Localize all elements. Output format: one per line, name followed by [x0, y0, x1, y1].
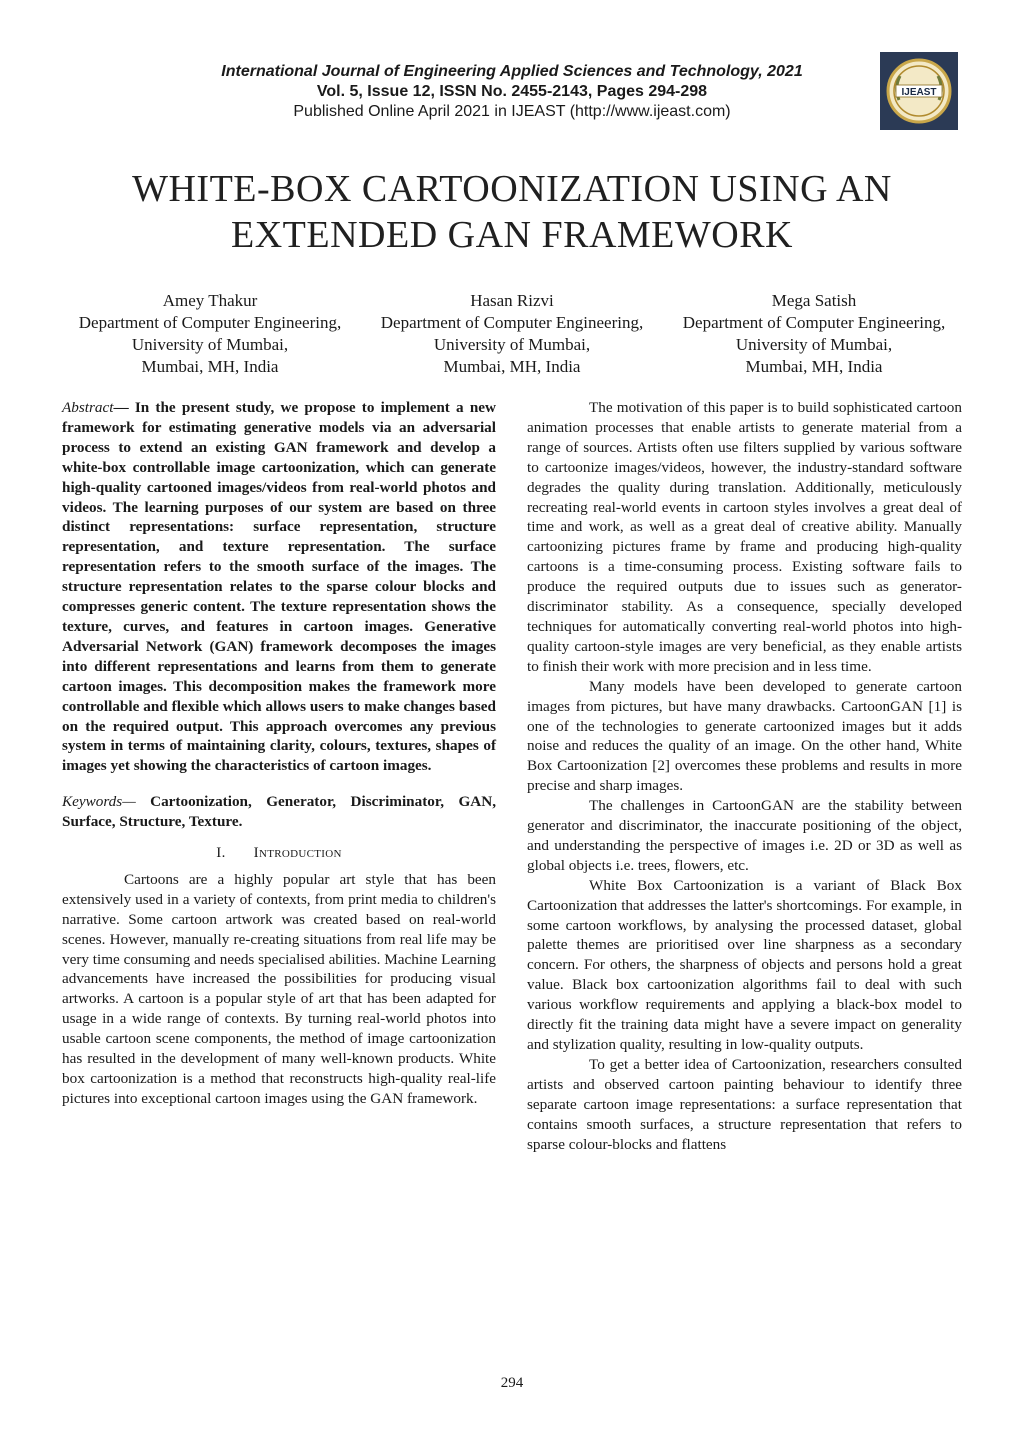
abstract-label: Abstract [62, 399, 114, 416]
journal-volume: Vol. 5, Issue 12, ISSN No. 2455-2143, Pages 294-298 [316, 83, 708, 100]
author-block [664, 290, 964, 378]
author-location: Mumbai, MH, India [141, 357, 279, 376]
author-location: Mumbai, MH, India [443, 357, 581, 376]
author-department: Department of Computer Engineering, [380, 313, 644, 332]
author-university: University of Mumbai, [433, 335, 591, 354]
author-name: Mega Satish [771, 291, 857, 310]
author-name: Amey Thakur [162, 291, 258, 310]
keywords-body: Cartoonization, Generator, Discriminator, GAN, Surface, Structure, Texture. [62, 793, 496, 831]
publication-info: Published Online April 2021 in IJEAST (http://www.ijeast.com) [293, 103, 731, 120]
paper-title [60, 166, 964, 258]
abstract-dash: — [113, 399, 135, 416]
section-title: Introduction [253, 845, 342, 862]
author-list [60, 290, 964, 378]
journal-name: International Journal of Engineering Applied Sciences and Technology, 2021 [221, 63, 803, 80]
journal-logo [880, 52, 958, 130]
body-paragraph: Many models have been developed to generate cartoon images from pictures, but have many drawbacks. CartoonGAN [1] is one of the technologies to generate cartoonized images but it adds noise and reduces the quality of an image. On the other hand, White Box Cartoonization [2] overcomes these problems and results in more precise and sharp images. [527, 677, 962, 795]
keywords-dash: — [122, 793, 151, 811]
keywords [62, 792, 496, 832]
journal-header [150, 62, 874, 122]
author-university: University of Mumbai, [735, 335, 893, 354]
author-block [362, 290, 662, 378]
body-paragraph: White Box Cartoonization is a variant of Black Box Cartoonization that addresses the latter's shortcomings. For example, in some cartoon workflows, by analysing the processed dataset, global palette themes are prioritised over line sharpness as a secondary concern. For others, the sharpness of objects and persons hold a great value. Black box cartoonization algorithms fail to deal with such various workflow requirements and applying a black-box model to directly fit the training data might have a severe impact on generality and stylization quality, resulting in low-quality outputs. [527, 876, 962, 1053]
author-department: Department of Computer Engineering, [78, 313, 342, 332]
keywords-label: Keywords [62, 793, 123, 811]
paper-title-line-2: EXTENDED GAN FRAMEWORK [231, 214, 793, 256]
abstract-body: In the present study, we propose to implement a new framework for estimating generative models via an adversarial process to extend an existing GAN framework and develop a white-box controllable image cartoonization, which can generate high-quality cartooned images/videos from real-world photos and videos. The learning purposes of our system are based on three distinct representations: surface representation, structure representation, and texture representation. The surface representation refers to the smooth surface of the images. The structure representation relates to the sparse colour blocks and compresses generic content. The texture representation shows the texture, curves, and features in cartoon images. Generative Adversarial Network (GAN) framework decomposes the images into different representations and learns from them to generate cartoon images. This decomposition makes the framework more controllable and flexible which allows users to make changes based on the required output. This approach overcomes any previous system in terms of maintaining clarity, colours, textures, shapes of images yet showing the characteristics of cartoon images. [62, 399, 496, 775]
paper-title-line-1: WHITE-BOX CARTOONIZATION USING AN [132, 168, 892, 210]
author-name: Hasan Rizvi [470, 291, 554, 310]
body-paragraph: The challenges in CartoonGAN are the stability between generator and discriminator, the inaccurate positioning of the object, and understanding the perspective of images i.e. 2D or 3D as well as global objects i.e. trees, flowers, etc. [527, 797, 962, 874]
section-number: I. [216, 845, 226, 862]
section-heading [62, 844, 496, 864]
left-column [62, 398, 496, 1109]
page-number: 294 [500, 1375, 524, 1391]
author-block [60, 290, 360, 378]
author-university: University of Mumbai, [131, 335, 289, 354]
abstract [62, 398, 496, 776]
author-location: Mumbai, MH, India [745, 357, 883, 376]
author-department: Department of Computer Engineering, [682, 313, 946, 332]
body-paragraph: To get a better idea of Cartoonization, researchers consulted artists and observed cartoon painting behaviour to identify three separate cartoon image representations: a surface representation that contains smooth surfaces, a structure representation that refers to sparse colour-blocks and flattens [527, 1055, 962, 1153]
body-paragraph: Cartoons are a highly popular art style that has been extensively used in a variety of contexts, from print media to children's narrative. Some cartoon artwork was created based on real-world scenes. However, manually re-creating situations from real life may be very time consuming and needs specialised abilities. Machine Learning advancements have increased the possibilities for producing visual artworks. A cartoon is a popular style of art that has been adapted for usage in a wide range of contexts. By turning real-world photos into usable cartoon scene components, the method of image cartoonization has resulted in the development of many well-known products. White box cartoonization is a method that reconstructs high-quality real-life pictures into exceptional cartoon images using the GAN framework. [62, 870, 496, 1107]
logo-text: IJEAST [901, 87, 937, 98]
laurel-seal-icon [880, 52, 958, 130]
right-column [527, 398, 962, 1154]
body-paragraph: The motivation of this paper is to build sophisticated cartoon animation processes that enable artists to generate material from a range of sources. Artists often use filters supplied by various software to cartoonize images/videos, however, the industry-standard software degrades the quality during translation. Additionally, meticulously recreating real-world events in cartoon styles involves a great deal of time and work, as well as a great deal of creative ability. Manually cartoonizing pictures frame by frame and producing high-quality cartoons is a time-consuming process. Existing software fails to produce the required outputs due to issues such as generator-discriminator stability. As a consequence, specially developed techniques for automatically converting real-world photos into high-quality cartoon-style images are very beneficial, as they enable artists to finish their work with more precision and in less time. [527, 399, 962, 675]
